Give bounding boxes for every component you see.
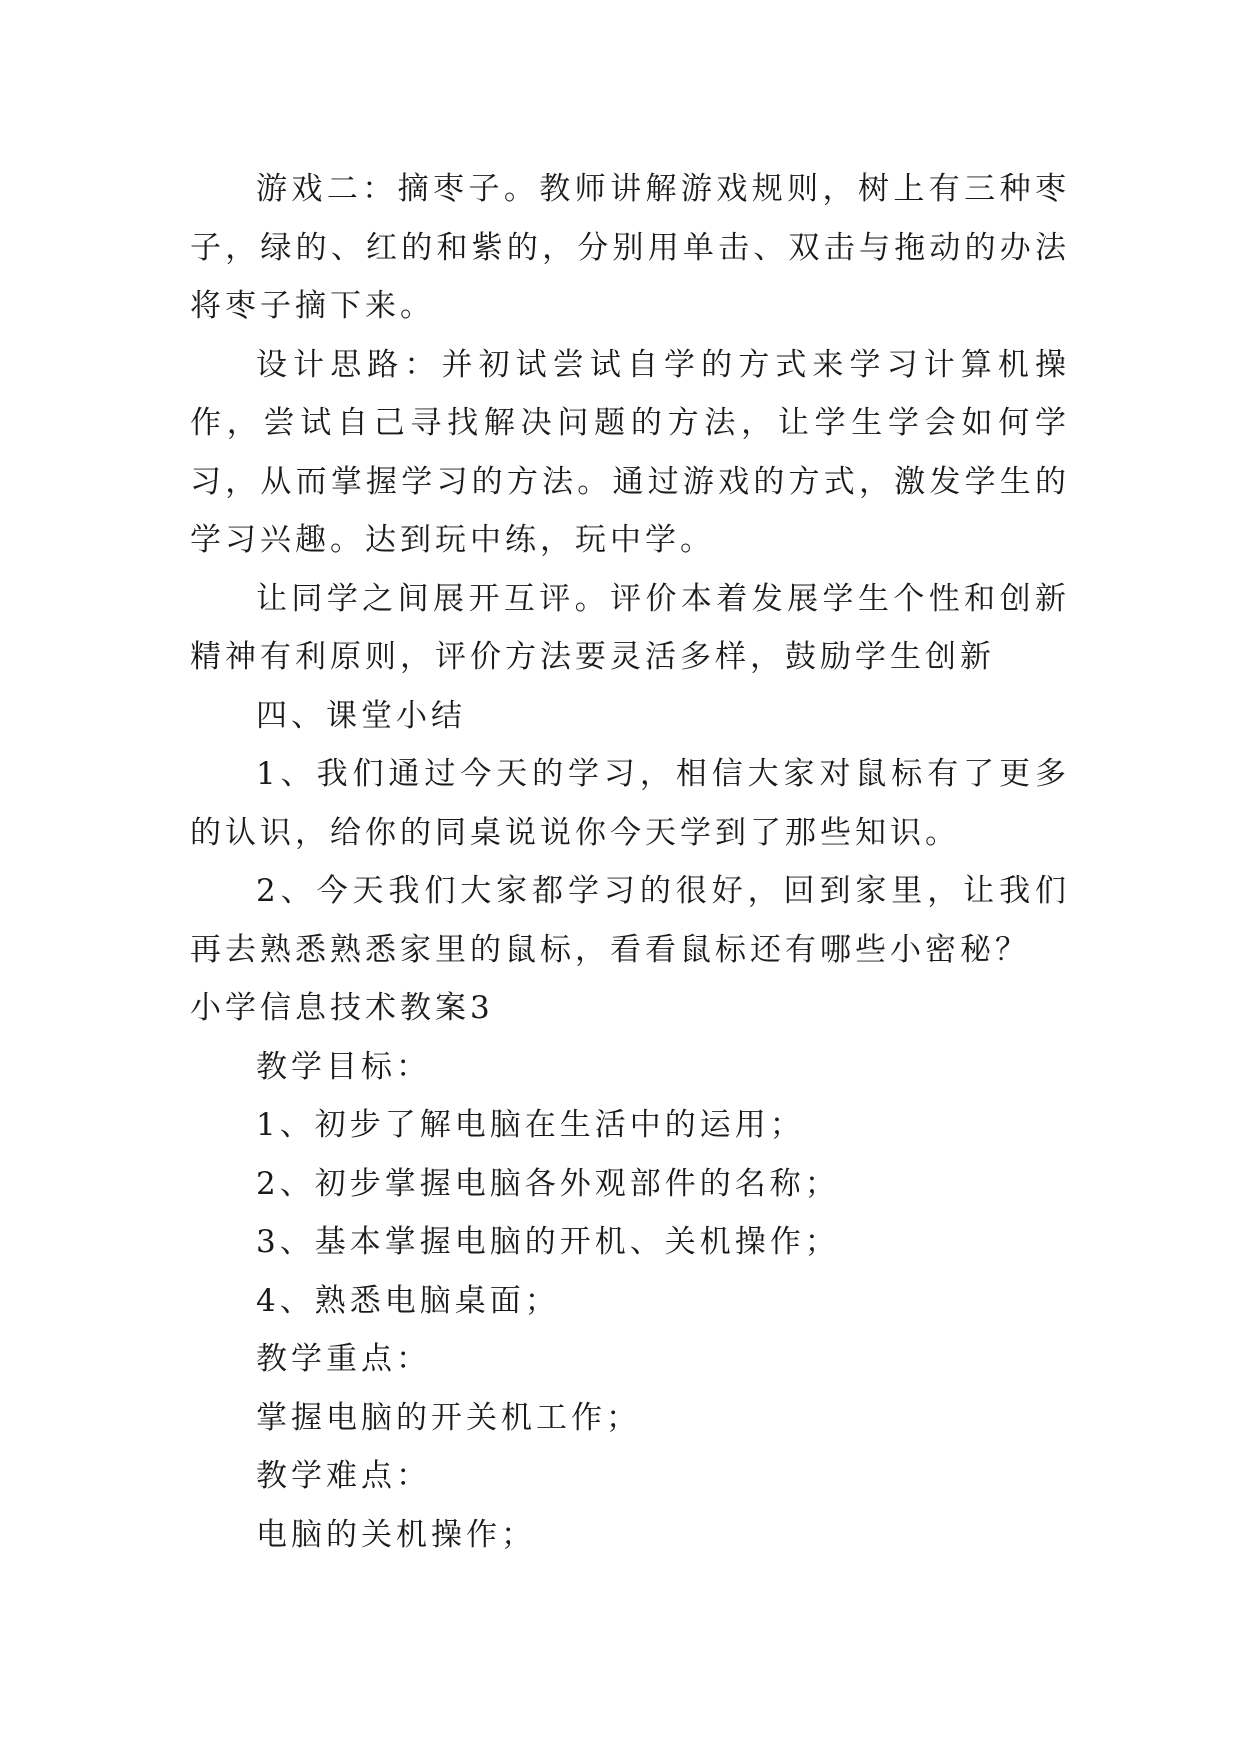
goal-item-3: 3、基本掌握电脑的开机、关机操作； [256, 1224, 840, 1260]
difficulty-text: 电脑的关机操作； [256, 1516, 536, 1553]
paragraph-summary-1: 1、我们通过今天的学习，相信大家对鼠标有了更多的认识，给你的同桌说说你今天学到了那些知识。 [190, 756, 1070, 851]
section-heading-summary: 四、课堂小结 [256, 697, 466, 734]
paragraph-peer-review: 让同学之间展开互评。评价本着发展学生个性和创新精神有利原则，评价方法要灵活多样，鼓励学生创新 [190, 580, 1070, 675]
paragraph-summary-2: 2、今天我们大家都学习的很好，回到家里，让我们再去熟悉熟悉家里的鼠标，看看鼠标还有哪些小密秘？ [190, 873, 1070, 968]
document-body [190, 160, 1070, 1564]
goal-item-2: 2、初步掌握电脑各外观部件的名称； [256, 1165, 840, 1202]
paragraph-design-idea: 设计思路：并初试尝试自学的方式来学习计算机操作，尝试自己寻找解决问题的方法，让学生学会如何学习，从而掌握学习的方法。通过游戏的方式，激发学生的学习兴趣。达到玩中练，玩中学。 [190, 346, 1070, 558]
paragraph-game-two: 游戏二：摘枣子。教师讲解游戏规则，树上有三种枣子，绿的、红的和紫的，分别用单击、双击与拖动的办法将枣子摘下来。 [190, 171, 1070, 324]
lesson-plan-title: 小学信息技术教案3 [190, 990, 494, 1026]
heading-difficulties: 教学难点： [256, 1458, 431, 1494]
goal-item-4: 4、熟悉电脑桌面； [256, 1282, 560, 1319]
heading-teaching-goals: 教学目标： [256, 1048, 431, 1085]
goal-item-1: 1、初步了解电脑在生活中的运用； [256, 1107, 805, 1143]
key-point-text: 掌握电脑的开关机工作； [256, 1399, 641, 1436]
heading-key-points: 教学重点： [256, 1341, 431, 1377]
